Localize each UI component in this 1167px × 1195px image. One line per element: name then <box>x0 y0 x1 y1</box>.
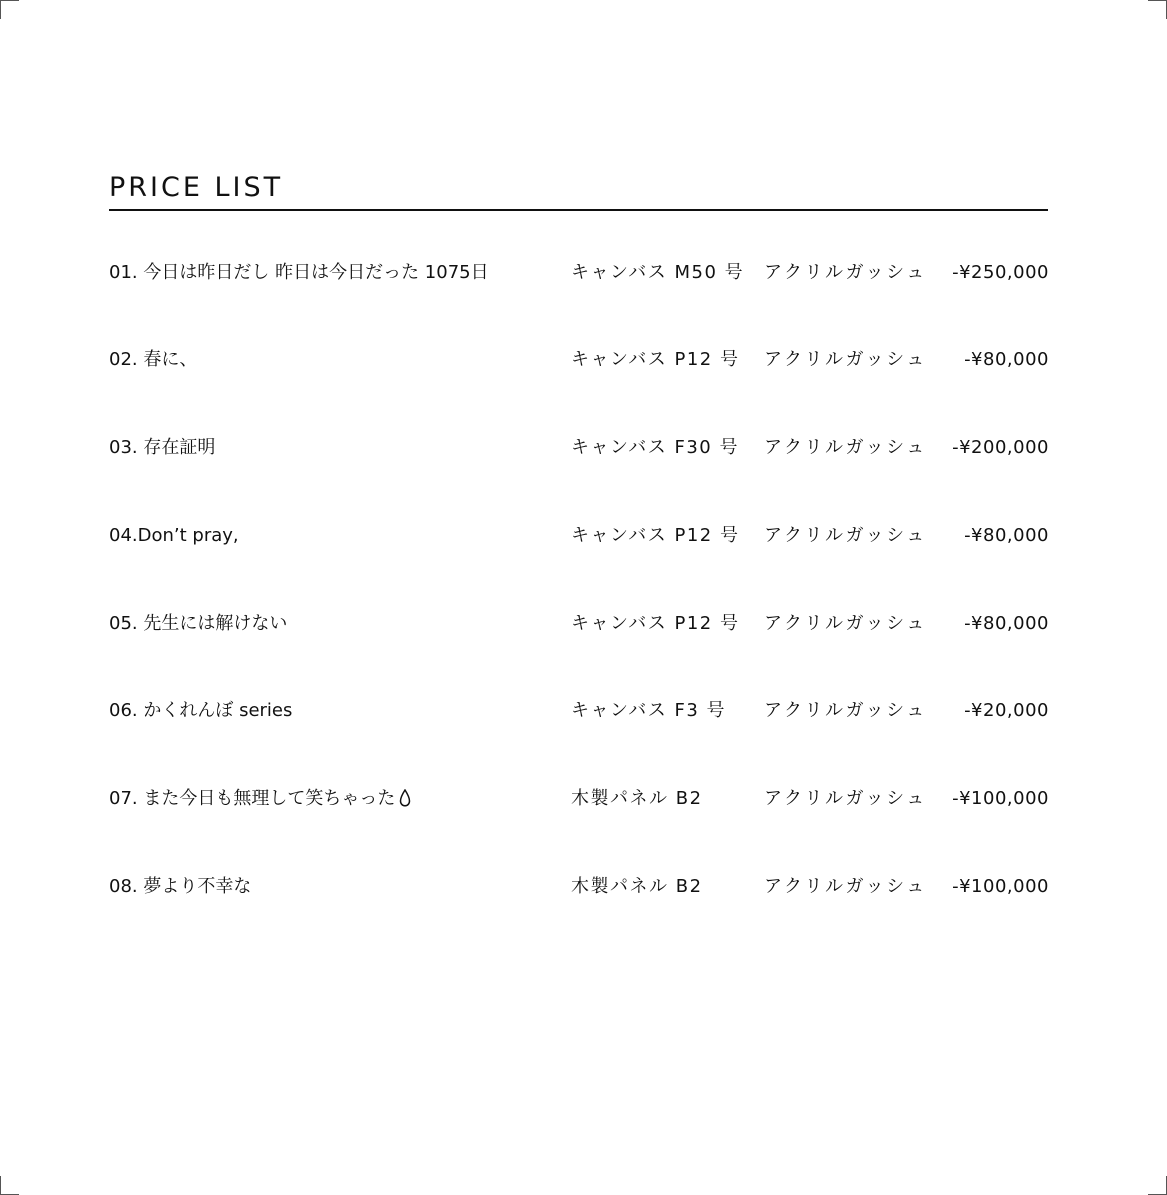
price-row <box>109 785 1049 813</box>
artwork-support: キャンバス P12 号 <box>571 525 740 546</box>
page-title: PRICE LIST <box>109 172 284 203</box>
artwork-price: -¥250,000 <box>952 262 1049 283</box>
artwork-support: キャンバス P12 号 <box>571 613 740 634</box>
artwork-support: キャンバス M50 号 <box>571 262 745 283</box>
artwork-medium: アクリルガッシュ <box>764 525 927 546</box>
artwork-title: 03. 存在証明 <box>109 437 216 458</box>
artwork-price: -¥80,000 <box>964 613 1049 634</box>
crop-mark-top-right <box>1148 0 1167 19</box>
price-row <box>109 697 1049 725</box>
artwork-price: -¥100,000 <box>952 788 1049 809</box>
artwork-medium: アクリルガッシュ <box>764 437 927 458</box>
artwork-title: 01. 今日は昨日だし 昨日は今日だった 1075日 <box>109 262 489 283</box>
crop-mark-bottom-right <box>1148 1176 1167 1195</box>
artwork-support: キャンバス F30 号 <box>571 437 739 458</box>
artwork-support: キャンバス F3 号 <box>571 700 726 721</box>
crop-mark-top-left <box>0 0 19 19</box>
artwork-title: 07. また今日も無理して笑ちゃった <box>109 788 396 809</box>
artwork-title-wrap <box>109 785 411 813</box>
artwork-price: -¥20,000 <box>964 700 1049 721</box>
artwork-title: 06. かくれんぼ series <box>109 700 293 721</box>
price-row <box>109 610 1049 638</box>
price-row <box>109 259 1049 287</box>
artwork-medium: アクリルガッシュ <box>764 262 927 283</box>
artwork-title: 02. 春に、 <box>109 349 198 370</box>
artwork-title: 04.Don’t pray, <box>109 525 239 546</box>
title-divider <box>109 209 1048 211</box>
artwork-support: キャンバス P12 号 <box>571 349 740 370</box>
price-row <box>109 873 1049 901</box>
artwork-price: -¥200,000 <box>952 437 1049 458</box>
artwork-price: -¥100,000 <box>952 876 1049 897</box>
artwork-price: -¥80,000 <box>964 349 1049 370</box>
artwork-medium: アクリルガッシュ <box>764 876 927 897</box>
crop-mark-bottom-left <box>0 1176 19 1195</box>
price-row <box>109 522 1049 550</box>
artwork-support: 木製パネル B2 <box>571 788 703 809</box>
artwork-title: 08. 夢より不幸な <box>109 876 252 897</box>
artwork-medium: アクリルガッシュ <box>764 349 927 370</box>
price-row <box>109 346 1049 374</box>
drop-icon <box>399 789 411 807</box>
artwork-medium: アクリルガッシュ <box>764 788 927 809</box>
artwork-title: 05. 先生には解けない <box>109 613 288 634</box>
artwork-medium: アクリルガッシュ <box>764 613 927 634</box>
artwork-support: 木製パネル B2 <box>571 876 703 897</box>
artwork-price: -¥80,000 <box>964 525 1049 546</box>
price-row <box>109 434 1049 462</box>
artwork-medium: アクリルガッシュ <box>764 700 927 721</box>
